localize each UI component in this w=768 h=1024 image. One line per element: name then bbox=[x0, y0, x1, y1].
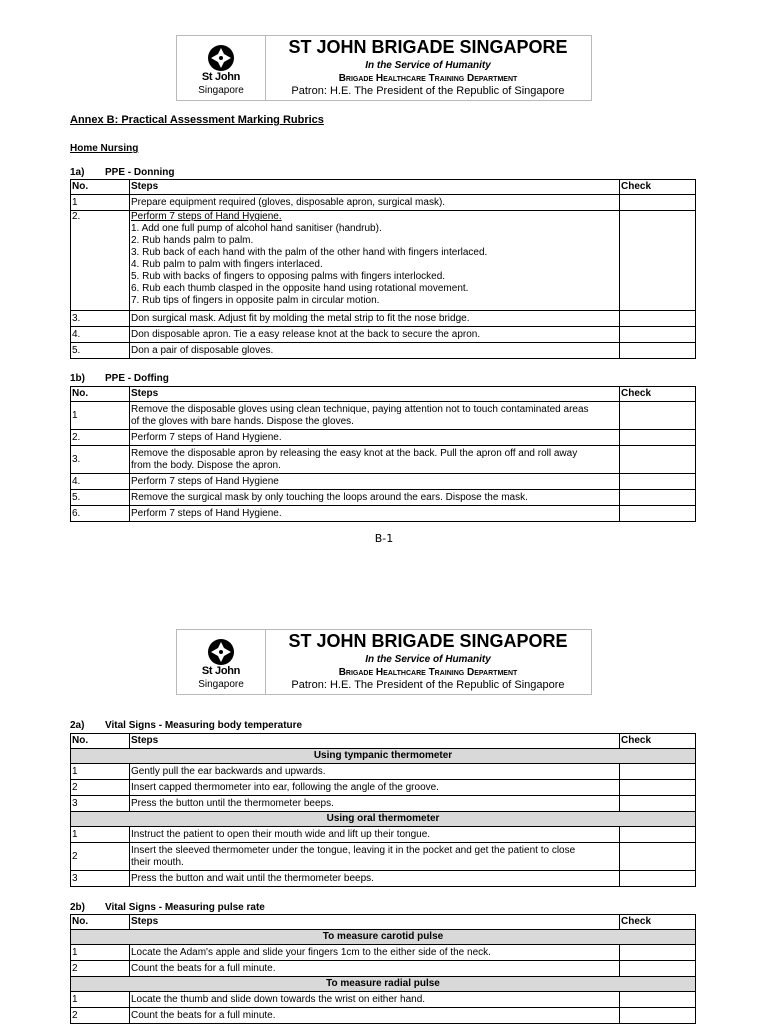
table-row bbox=[71, 211, 696, 311]
table-row bbox=[71, 827, 696, 843]
step-number: 2 bbox=[71, 843, 130, 871]
section-title: Vital Signs - Measuring body temperature bbox=[105, 720, 303, 731]
group-heading-row bbox=[71, 977, 696, 992]
step-line: 6. Rub each thumb clasped in the opposite hand using rotational movement. bbox=[131, 283, 469, 294]
check-cell[interactable] bbox=[620, 1008, 696, 1024]
step-line: Perform 7 steps of Hand Hygiene. bbox=[131, 211, 282, 222]
step-text bbox=[130, 796, 620, 812]
logo-name: St John bbox=[201, 71, 241, 83]
section-title: PPE - Donning bbox=[105, 167, 175, 178]
org-title: ST JOHN BRIGADE SINGAPORE bbox=[288, 37, 568, 57]
step-text bbox=[130, 402, 620, 430]
table-1a bbox=[70, 179, 696, 359]
step-number: 3. bbox=[71, 311, 130, 327]
section-heading-2a bbox=[70, 720, 302, 731]
check-cell[interactable] bbox=[620, 311, 696, 327]
step-number: 1 bbox=[71, 827, 130, 843]
step-number: 6. bbox=[71, 506, 130, 522]
step-text bbox=[130, 827, 620, 843]
table-row bbox=[71, 446, 696, 474]
step-text bbox=[130, 211, 620, 311]
step-line: Gently pull the ear backwards and upwards. bbox=[131, 765, 326, 777]
annex-title: Annex B: Practical Assessment Marking Rubrics bbox=[70, 114, 324, 126]
step-number: 1 bbox=[71, 945, 130, 961]
check-cell[interactable] bbox=[620, 780, 696, 796]
table-row bbox=[71, 961, 696, 977]
step-number: 1 bbox=[71, 992, 130, 1008]
step-text bbox=[130, 490, 620, 506]
check-cell[interactable] bbox=[620, 945, 696, 961]
table-header-row bbox=[71, 915, 696, 930]
check-cell[interactable] bbox=[620, 843, 696, 871]
table-row bbox=[71, 796, 696, 812]
check-cell[interactable] bbox=[620, 211, 696, 311]
step-text bbox=[130, 992, 620, 1008]
step-line: 3. Rub back of each hand with the palm of the other hand with fingers interlaced. bbox=[131, 247, 488, 258]
step-text bbox=[130, 474, 620, 490]
group-heading-row bbox=[71, 812, 696, 827]
step-text bbox=[130, 764, 620, 780]
logo bbox=[177, 36, 266, 100]
step-number: 3 bbox=[71, 796, 130, 812]
step-number: 2 bbox=[71, 961, 130, 977]
check-cell[interactable] bbox=[620, 195, 696, 211]
step-line: Remove the surgical mask by only touching the loops around the ears. Dispose the mask. bbox=[131, 491, 528, 503]
section-title: PPE - Doffing bbox=[105, 373, 169, 384]
motto: In the Service of Humanity bbox=[365, 60, 491, 71]
table-row bbox=[71, 506, 696, 522]
step-line: Press the button until the thermometer beeps. bbox=[131, 797, 334, 809]
table-row bbox=[71, 343, 696, 359]
step-number: 1 bbox=[71, 195, 130, 211]
step-line: Locate the thumb and slide down towards the wrist on either hand. bbox=[131, 993, 426, 1005]
column-header-check: Check bbox=[620, 180, 696, 195]
check-cell[interactable] bbox=[620, 796, 696, 812]
step-number: 1 bbox=[71, 764, 130, 780]
column-header-check: Check bbox=[620, 734, 696, 749]
letterhead bbox=[176, 629, 592, 695]
step-line: 4. Rub palm to palm with fingers interlaced. bbox=[131, 259, 323, 270]
section-number: 1b) bbox=[70, 373, 85, 384]
column-header-no: No. bbox=[71, 734, 130, 749]
step-line: 7. Rub tips of fingers in opposite palm in circular motion. bbox=[131, 295, 380, 306]
table-header-row bbox=[71, 180, 696, 195]
check-cell[interactable] bbox=[620, 490, 696, 506]
page-number: B-1 bbox=[374, 532, 394, 545]
step-line: 5. Rub with backs of fingers to opposing palms with fingers interlocked. bbox=[131, 271, 446, 282]
org-title: ST JOHN BRIGADE SINGAPORE bbox=[288, 631, 568, 651]
step-line: Locate the Adam's apple and slide your fingers 1cm to the either side of the neck. bbox=[131, 946, 491, 958]
table-header-row bbox=[71, 734, 696, 749]
step-text bbox=[130, 871, 620, 887]
step-text bbox=[130, 446, 620, 474]
patron: Patron: H.E. The President of the Republic of Singapore bbox=[291, 679, 565, 691]
step-number: 4. bbox=[71, 327, 130, 343]
step-line: Press the button and wait until the thermometer beeps. bbox=[131, 872, 374, 884]
table-2b bbox=[70, 914, 696, 1024]
department: Brigade Healthcare Training Department bbox=[338, 73, 518, 84]
table-row bbox=[71, 1008, 696, 1024]
table-row bbox=[71, 490, 696, 506]
section-number: 2b) bbox=[70, 902, 85, 913]
check-cell[interactable] bbox=[620, 506, 696, 522]
check-cell[interactable] bbox=[620, 961, 696, 977]
table-header-row bbox=[71, 387, 696, 402]
step-text bbox=[130, 327, 620, 343]
step-line: their mouth. bbox=[131, 856, 184, 868]
patron: Patron: H.E. The President of the Republic of Singapore bbox=[291, 85, 565, 97]
table-1b bbox=[70, 386, 696, 522]
step-number: 2. bbox=[71, 430, 130, 446]
step-line: Don surgical mask. Adjust fit by molding the metal strip to fit the nose bridge. bbox=[131, 312, 470, 324]
step-text bbox=[130, 430, 620, 446]
check-cell[interactable] bbox=[620, 446, 696, 474]
step-number: 2. bbox=[71, 211, 130, 311]
table-row bbox=[71, 945, 696, 961]
step-line: Perform 7 steps of Hand Hygiene. bbox=[131, 507, 282, 519]
step-line: Perform 7 steps of Hand Hygiene bbox=[131, 475, 279, 487]
table-row bbox=[71, 402, 696, 430]
step-number: 5. bbox=[71, 490, 130, 506]
logo bbox=[177, 630, 266, 694]
table-row bbox=[71, 311, 696, 327]
step-line: Prepare equipment required (gloves, disposable apron, surgical mask). bbox=[131, 196, 446, 208]
step-number: 1 bbox=[71, 402, 130, 430]
group-heading: Using tympanic thermometer bbox=[71, 749, 696, 764]
logo-sub: Singapore bbox=[198, 679, 244, 690]
section-heading-1a bbox=[70, 167, 174, 178]
check-cell[interactable] bbox=[620, 327, 696, 343]
table-row bbox=[71, 780, 696, 796]
table-row bbox=[71, 871, 696, 887]
step-number: 5. bbox=[71, 343, 130, 359]
column-header-check: Check bbox=[620, 915, 696, 930]
step-line: Count the beats for a full minute. bbox=[131, 962, 276, 974]
step-line: Instruct the patient to open their mouth wide and lift up their tongue. bbox=[131, 828, 431, 840]
group-heading: To measure radial pulse bbox=[71, 977, 696, 992]
step-text bbox=[130, 506, 620, 522]
check-cell[interactable] bbox=[620, 343, 696, 359]
check-cell[interactable] bbox=[620, 827, 696, 843]
department: Brigade Healthcare Training Department bbox=[338, 667, 518, 678]
table-2a bbox=[70, 733, 696, 887]
check-cell[interactable] bbox=[620, 992, 696, 1008]
step-text bbox=[130, 1008, 620, 1024]
step-line: Remove the disposable gloves using clean technique, paying attention not to touch contaminated areas bbox=[131, 403, 589, 415]
check-cell[interactable] bbox=[620, 430, 696, 446]
subsection-title: Home Nursing bbox=[70, 143, 139, 154]
table-row bbox=[71, 327, 696, 343]
st-john-cross-icon bbox=[207, 638, 235, 666]
step-text bbox=[130, 343, 620, 359]
check-cell[interactable] bbox=[620, 764, 696, 780]
section-title: Vital Signs - Measuring pulse rate bbox=[105, 902, 265, 913]
column-header-steps: Steps bbox=[130, 734, 620, 749]
group-heading: To measure carotid pulse bbox=[71, 930, 696, 945]
step-line: Perform 7 steps of Hand Hygiene. bbox=[131, 431, 282, 443]
step-line: from the body. Dispose the apron. bbox=[131, 459, 281, 471]
step-text bbox=[130, 843, 620, 871]
check-cell[interactable] bbox=[620, 402, 696, 430]
step-number: 2 bbox=[71, 1008, 130, 1024]
letterhead bbox=[176, 35, 592, 101]
column-header-steps: Steps bbox=[130, 387, 620, 402]
table-row bbox=[71, 764, 696, 780]
logo-name: St John bbox=[201, 665, 241, 677]
step-line: Don a pair of disposable gloves. bbox=[131, 344, 274, 356]
check-cell[interactable] bbox=[620, 871, 696, 887]
column-header-no: No. bbox=[71, 180, 130, 195]
table-row bbox=[71, 195, 696, 211]
motto: In the Service of Humanity bbox=[365, 654, 491, 665]
step-text bbox=[130, 311, 620, 327]
table-row bbox=[71, 843, 696, 871]
column-header-check: Check bbox=[620, 387, 696, 402]
step-number: 3. bbox=[71, 446, 130, 474]
column-header-no: No. bbox=[71, 915, 130, 930]
step-line: Insert the sleeved thermometer under the tongue, leaving it in the pocket and get the patient to close bbox=[131, 844, 576, 856]
section-number: 1a) bbox=[70, 167, 85, 178]
step-line: Remove the disposable apron by releasing the easy knot at the back. Pull the apron off and roll away bbox=[131, 447, 578, 459]
check-cell[interactable] bbox=[620, 474, 696, 490]
table-row bbox=[71, 992, 696, 1008]
step-text bbox=[130, 961, 620, 977]
step-line: Count the beats for a full minute. bbox=[131, 1009, 276, 1021]
column-header-no: No. bbox=[71, 387, 130, 402]
step-number: 2 bbox=[71, 780, 130, 796]
group-heading-row bbox=[71, 930, 696, 945]
step-text bbox=[130, 195, 620, 211]
step-text bbox=[130, 780, 620, 796]
group-heading-row bbox=[71, 749, 696, 764]
column-header-steps: Steps bbox=[130, 180, 620, 195]
table-row bbox=[71, 430, 696, 446]
st-john-cross-icon bbox=[207, 44, 235, 72]
step-line: 1. Add one full pump of alcohol hand sanitiser (handrub). bbox=[131, 223, 382, 234]
step-line: of the gloves with bare hands. Dispose the gloves. bbox=[131, 415, 354, 427]
logo-sub: Singapore bbox=[198, 85, 244, 96]
step-line: Don disposable apron. Tie a easy release knot at the back to secure the apron. bbox=[131, 328, 481, 340]
step-number: 3 bbox=[71, 871, 130, 887]
step-text bbox=[130, 945, 620, 961]
section-number: 2a) bbox=[70, 720, 85, 731]
step-line: 2. Rub hands palm to palm. bbox=[131, 235, 254, 246]
table-row bbox=[71, 474, 696, 490]
group-heading: Using oral thermometer bbox=[71, 812, 696, 827]
step-line: Insert capped thermometer into ear, following the angle of the groove. bbox=[131, 781, 439, 793]
section-heading-2b bbox=[70, 902, 265, 913]
column-header-steps: Steps bbox=[130, 915, 620, 930]
step-number: 4. bbox=[71, 474, 130, 490]
section-heading-1b bbox=[70, 373, 169, 384]
